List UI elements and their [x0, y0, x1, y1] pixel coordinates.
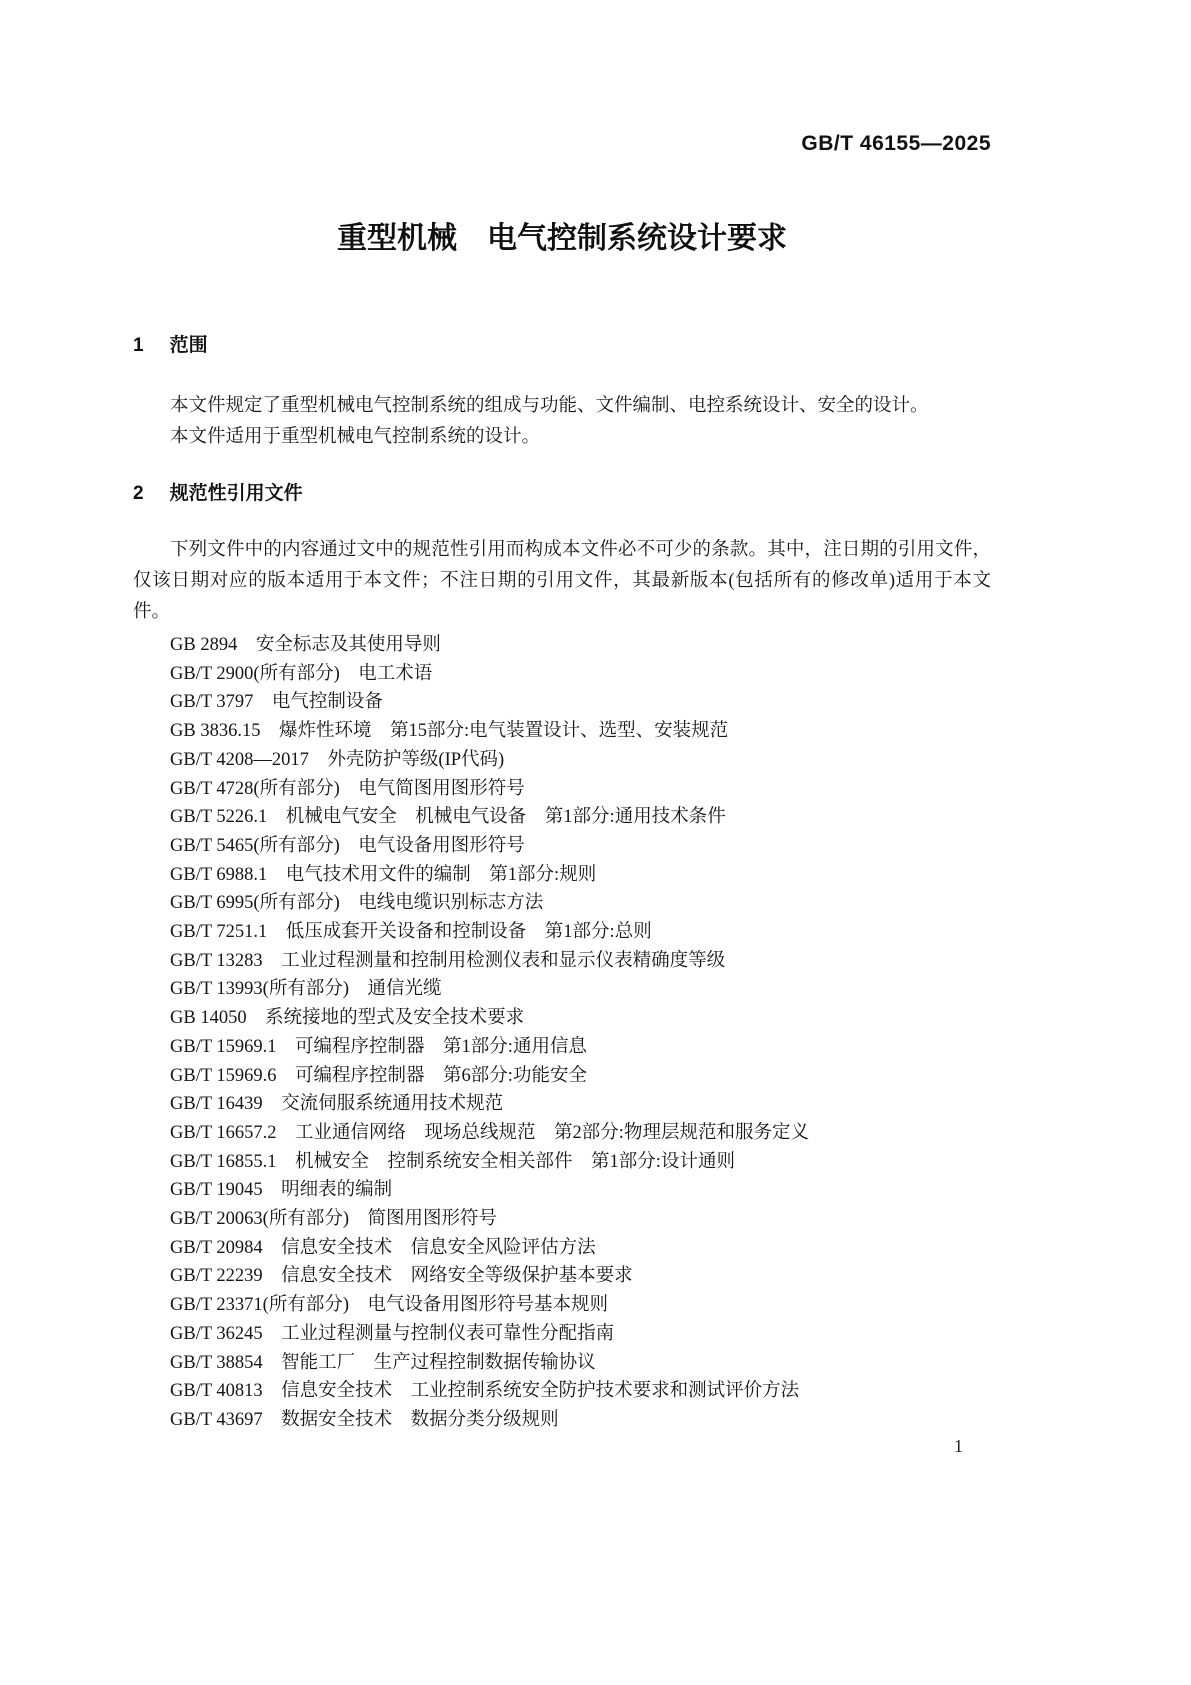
reference-item: GB/T 43697 数据安全技术 数据分类分级规则 [170, 1409, 559, 1430]
reference-item: GB/T 16439 交流伺服系统通用技术规范 [170, 1094, 504, 1115]
reference-item: GB/T 2900(所有部分) 电工术语 [170, 663, 433, 684]
reference-item: GB/T 4728(所有部分) 电气简图用图形符号 [170, 778, 525, 799]
reference-item: GB/T 4208—2017 外壳防护等级(IP代码) [170, 749, 505, 770]
reference-item: GB/T 3797 电气控制设备 [170, 692, 383, 713]
reference-item: GB/T 23371(所有部分) 电气设备用图形符号基本规则 [170, 1295, 609, 1316]
standard-number: GB/T 46155—2025 [801, 132, 991, 155]
reference-list [133, 631, 991, 1435]
reference-item: GB/T 22239 信息安全技术 网络安全等级保护基本要求 [170, 1266, 633, 1287]
reference-item: GB/T 19045 明细表的编制 [170, 1180, 393, 1201]
scope-paragraph: 本文件规定了重型机械电气控制系统的组成与功能、文件编制、电控系统设计、安全的设计。 [170, 396, 929, 416]
section-title: 范围 [169, 335, 208, 356]
reference-item: GB/T 5226.1 机械电气安全 机械电气设备 第1部分:通用技术条件 [170, 807, 726, 828]
references-intro-paragraph: 下列文件中的内容通过文中的规范性引用而构成本文件必不可少的条款。其中，注日期的引用文件，仅该日期对应的版本适用于本文件；不注日期的引用文件，其最新版本(包括所有的修改单)适用于本文件。 [133, 540, 991, 622]
reference-item: GB/T 20984 信息安全技术 信息安全风险评估方法 [170, 1237, 596, 1258]
reference-item: GB/T 13283 工业过程测量和控制用检测仪表和显示仪表精确度等级 [170, 950, 726, 971]
reference-item: GB/T 16657.2 工业通信网络 现场总线规范 第2部分:物理层规范和服务定义 [170, 1122, 809, 1143]
scope-paragraph: 本文件适用于重型机械电气控制系统的设计。 [170, 427, 541, 447]
reference-item: GB/T 16855.1 机械安全 控制系统安全相关部件 第1部分:设计通则 [170, 1151, 735, 1172]
reference-item: GB/T 7251.1 低压成套开关设备和控制设备 第1部分:总则 [170, 922, 652, 943]
section-title: 规范性引用文件 [169, 483, 303, 504]
section-number: 2 [133, 483, 144, 504]
reference-item: GB/T 13993(所有部分) 通信光缆 [170, 979, 442, 1000]
reference-item: GB 14050 系统接地的型式及安全技术要求 [170, 1008, 525, 1029]
page-footer [954, 1436, 963, 1457]
reference-item: GB/T 5465(所有部分) 电气设备用图形符号 [170, 835, 525, 856]
page-number: 1 [954, 1436, 963, 1456]
section-references-heading [133, 483, 991, 505]
reference-item: GB/T 6988.1 电气技术用文件的编制 第1部分:规则 [170, 864, 597, 885]
reference-item: GB/T 40813 信息安全技术 工业控制系统安全防护技术要求和测试评价方法 [170, 1381, 800, 1402]
section-scope-heading [133, 335, 991, 357]
reference-item: GB 3836.15 爆炸性环境 第15部分:电气装置设计、选型、安装规范 [170, 721, 729, 742]
section-scope [133, 335, 991, 453]
section-number: 1 [133, 335, 144, 356]
document-title: 重型机械 电气控制系统设计要求 [337, 222, 787, 255]
reference-item: GB/T 36245 工业过程测量与控制仪表可靠性分配指南 [170, 1323, 615, 1344]
reference-item: GB/T 38854 智能工厂 生产过程控制数据传输协议 [170, 1352, 596, 1373]
reference-item: GB/T 15969.6 可编程序控制器 第6部分:功能安全 [170, 1065, 587, 1086]
reference-item: GB/T 20063(所有部分) 简图用图形符号 [170, 1209, 498, 1230]
reference-item: GB/T 15969.1 可编程序控制器 第1部分:通用信息 [170, 1036, 587, 1057]
document-header [133, 132, 991, 157]
section-normative-references [133, 483, 991, 1435]
reference-item: GB 2894 安全标志及其使用导则 [170, 635, 441, 655]
reference-item: GB/T 6995(所有部分) 电线电缆识别标志方法 [170, 893, 544, 914]
